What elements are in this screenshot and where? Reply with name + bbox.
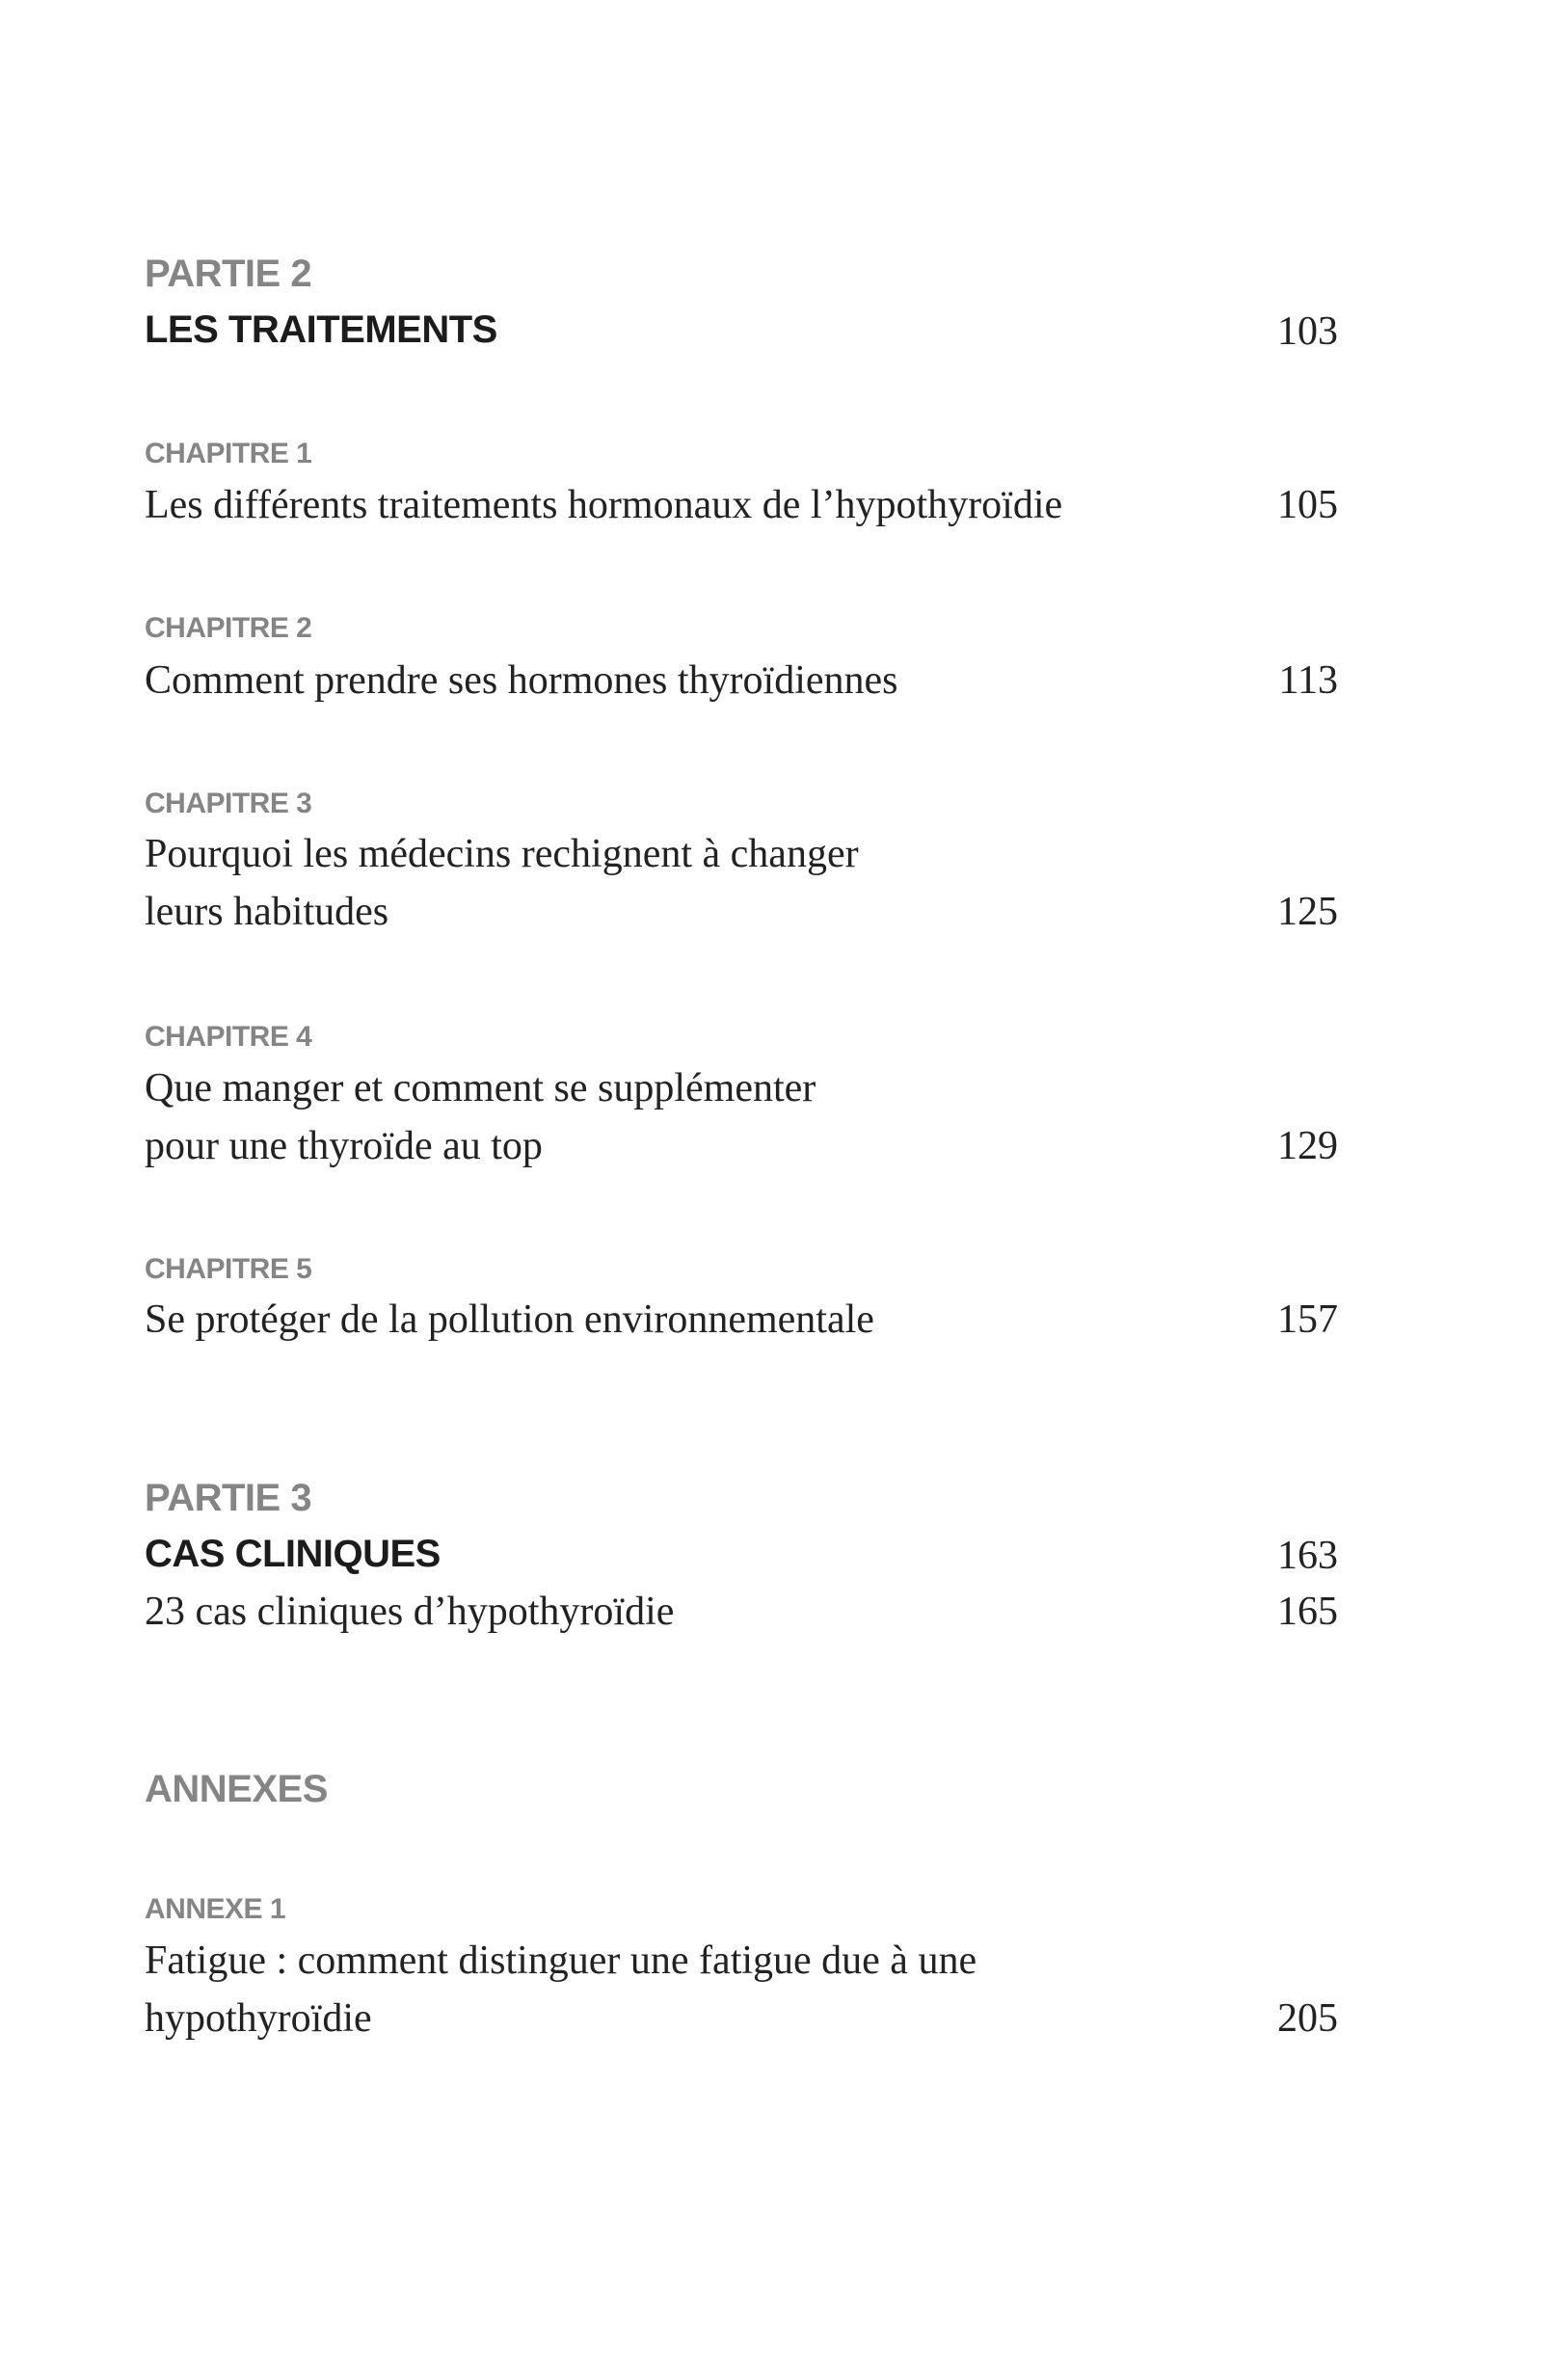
part-label: PARTIE 3: [145, 1477, 312, 1519]
chapter-title: Comment prendre ses hormones thyroïdiennes: [145, 658, 898, 703]
chapter-title: Se protéger de la pollution environnementale: [145, 1297, 874, 1342]
page-number: 129: [1277, 1124, 1338, 1168]
chapter-label: CHAPITRE 3: [145, 788, 312, 819]
part-label: PARTIE 2: [145, 253, 312, 295]
toc-entry-part-title[interactable]: [145, 308, 1338, 352]
entry-title: 23 cas cliniques d’hypothyroïdie: [145, 1590, 675, 1634]
toc-entry-chapter-1[interactable]: [145, 482, 1338, 528]
chapter-title: Pourquoi les médecins rechignent à changer: [145, 832, 859, 876]
toc-entry-part-title[interactable]: [145, 1533, 1338, 1576]
toc-entry-chapter-4-line-2[interactable]: [145, 1123, 1338, 1169]
chapter-label: CHAPITRE 4: [145, 1021, 312, 1053]
page-number: 163: [1277, 1534, 1338, 1578]
toc-entry-chapter-2[interactable]: [145, 657, 1338, 704]
toc-entry-annexe-1-line-2[interactable]: [145, 1995, 1338, 2042]
page-number: 157: [1277, 1297, 1338, 1342]
chapter-title: leurs habitudes: [145, 890, 389, 934]
chapter-title: Que manger et comment se supplémenter: [145, 1066, 816, 1110]
toc-entry-annexe-1-line-1[interactable]: [145, 1938, 1338, 1984]
chapter-label: CHAPITRE 5: [145, 1253, 312, 1285]
toc-entry-chapter-5[interactable]: [145, 1297, 1338, 1343]
toc-entry-cas-cliniques[interactable]: [145, 1589, 1338, 1635]
chapter-label: CHAPITRE 1: [145, 438, 312, 469]
annexe-title: Fatigue : comment distinguer une fatigue due à une: [145, 1939, 977, 1983]
annexe-label: ANNEXE 1: [145, 1893, 286, 1925]
page-number: 205: [1277, 1996, 1338, 2041]
chapter-title: pour une thyroïde au top: [145, 1124, 543, 1168]
part-title: CAS CLINIQUES: [145, 1533, 441, 1575]
toc-entry-chapter-3-line-1[interactable]: [145, 831, 1338, 877]
toc-entry-chapter-4-line-1[interactable]: [145, 1065, 1338, 1111]
page-number: 165: [1277, 1590, 1338, 1634]
annexes-label: ANNEXES: [145, 1768, 328, 1810]
page-number: 105: [1277, 483, 1338, 527]
annexe-title: hypothyroïdie: [145, 1996, 372, 2041]
page-number: 103: [1277, 309, 1338, 354]
chapter-label: CHAPITRE 2: [145, 612, 312, 644]
page-number: 125: [1277, 890, 1338, 934]
page-number: 113: [1278, 658, 1338, 703]
toc-entry-chapter-3-line-2[interactable]: [145, 889, 1338, 935]
part-title: LES TRAITEMENTS: [145, 308, 497, 351]
chapter-title: Les différents traitements hormonaux de l’hypothyroïdie: [145, 483, 1063, 527]
